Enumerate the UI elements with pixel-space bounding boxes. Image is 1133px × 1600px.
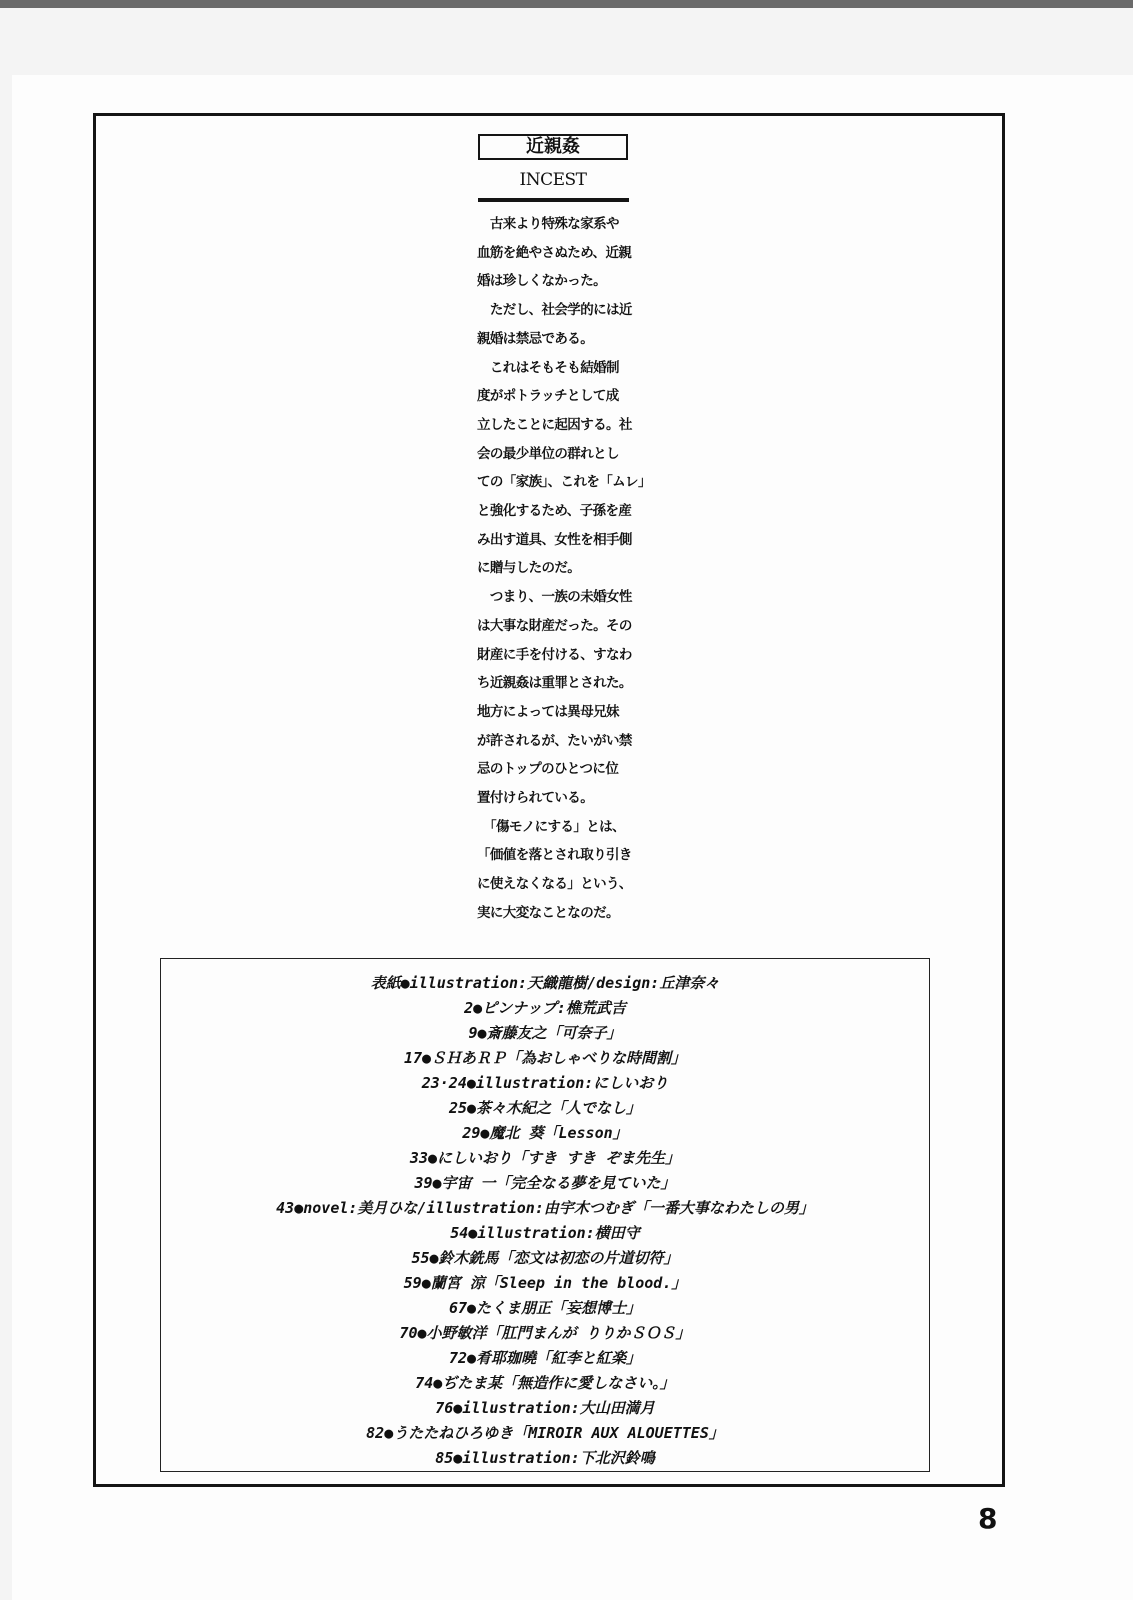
page-number: 8 (978, 1502, 998, 1535)
body-line: ての「家族」、これを「ムレ」 (477, 474, 651, 491)
body-line: 古来より特殊な家系や (477, 216, 619, 232)
body-line: み出す道具、女性を相手側 (477, 531, 632, 548)
toc-entry: 72●肴耶珈曉「紅李と紅楽」 (448, 1349, 642, 1367)
body-line: 財産に手を付ける、すなわ (477, 646, 632, 663)
toc-entry: 82●うたたねひろゆき「MIROIR AUX ALOUETTES」 (366, 1424, 724, 1442)
toc-entry: 54●illustration:横田守 (450, 1224, 640, 1242)
body-line: 置付けられている。 (477, 790, 594, 807)
body-line: これはそもそも結婚制 (477, 359, 619, 376)
toc-entry: 85●illustration:下北沢鈴鳴 (435, 1449, 655, 1467)
scan-edge (0, 0, 1133, 8)
body-line: 地方によっては異母兄妹 (477, 703, 619, 720)
body-line: つまり、一族の未婚女性 (477, 589, 632, 606)
body-line: 婚は珍しくなかった。 (477, 273, 606, 290)
toc-entry: 39●宇宙 一「完全なる夢を見ていた」 (414, 1174, 676, 1192)
body-line: ち近親姦は重罪とされた。 (477, 675, 632, 692)
table-of-contents (160, 958, 930, 1472)
body-line: に贈与したのだ。 (477, 560, 581, 577)
body-line: に使えなくなる」という、 (477, 876, 632, 893)
body-line: 立したことに起因する。社 (477, 416, 632, 433)
toc-entry: 70●小野敏洋「肛門まんが りりかＳＯＳ」 (399, 1324, 691, 1342)
body-line: 血筋を絶やさぬため、近親 (477, 244, 632, 261)
toc-entry: 表紙●illustration:天織龍樹/design:丘津奈々 (370, 974, 720, 992)
toc-entry: 59●蘭宮 涼「Sleep in the blood.」 (403, 1274, 687, 1292)
page-title: 近親姦 (478, 134, 628, 160)
toc-list (161, 971, 929, 1471)
toc-entry: 43●novel:美月ひな/illustration:由宇木つむぎ「一番大事なわたしの男」 (276, 1199, 814, 1217)
body-line: 「価値を落とされ取り引き (477, 847, 632, 864)
toc-entry: 17●ＳＨあＲＰ「為おしゃべりな時間割」 (403, 1049, 687, 1067)
page-subtitle: INCEST (519, 170, 587, 190)
body-line: 度がポトラッチとして成 (477, 388, 619, 405)
body-line: 親婚は禁忌である。 (477, 330, 594, 347)
body-line: が許されるが、たいがい禁 (477, 732, 632, 749)
body-line: 忌のトップのひとつに位 (477, 761, 619, 778)
toc-entry: 33●にしいおり「すき すき ぞま先生」 (409, 1149, 681, 1167)
body-line: は大事な財産だった。その (477, 617, 632, 634)
toc-entry: 2●ピンナップ:樵荒武吉 (464, 999, 626, 1017)
toc-entry: 55●鈴木銑馬「恋文は初恋の片道切符」 (411, 1249, 679, 1267)
toc-entry: 25●茶々木紀之「人でなし」 (448, 1099, 642, 1117)
article-body (477, 210, 651, 928)
body-line: ただし、社会学的には近 (477, 302, 632, 319)
toc-entry: 29●魔北 葵「Lesson」 (462, 1124, 628, 1142)
body-line: 会の最少単位の群れとし (477, 445, 619, 462)
title-rule (478, 198, 629, 202)
body-line: 実に大変なことなのだ。 (477, 904, 619, 921)
toc-entry: 76●illustration:大山田満月 (435, 1399, 655, 1417)
toc-entry: 74●ぢたま某「無造作に愛しなさい。」 (415, 1374, 675, 1392)
toc-entry: 67●たくま朋正「妄想博士」 (448, 1299, 642, 1317)
body-line: 「傷モノにする」とは、 (477, 818, 625, 835)
toc-entry: 9●斎藤友之「可奈子」 (468, 1024, 622, 1042)
body-line: と強化するため、子孫を産 (477, 503, 632, 520)
toc-entry: 23·24●illustration:にしいおり (421, 1074, 669, 1092)
